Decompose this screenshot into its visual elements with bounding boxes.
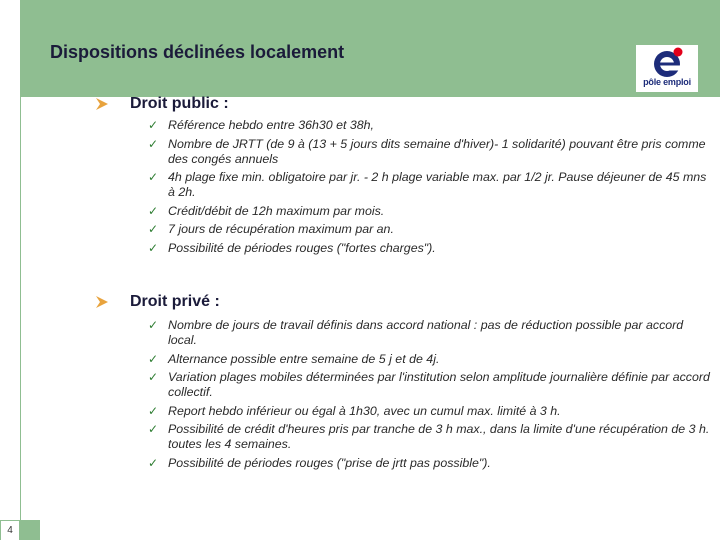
- section-heading-label: Droit privé :: [130, 293, 220, 310]
- check-icon: ✓: [148, 222, 159, 237]
- list-item: ✓ Nombre de jours de travail définis dans accord national : pas de réduction possible par accord local.: [148, 318, 684, 347]
- list-item: ✓ Alternance possible entre semaine de 5 j et de 4j.: [148, 351, 440, 366]
- check-icon: ✓: [148, 403, 159, 418]
- page-title: Dispositions déclinées localement: [50, 42, 345, 62]
- page-number: 4: [1, 521, 19, 540]
- arrow-bullet-icon: [95, 97, 109, 111]
- check-icon: ✓: [148, 136, 159, 151]
- list-item: ✓ 7 jours de récupération maximum par an.: [148, 222, 394, 237]
- section-heading-label: Droit public :: [130, 95, 229, 112]
- check-icon: ✓: [148, 455, 159, 470]
- check-icon: ✓: [148, 351, 159, 366]
- list-item: ✓ Possibilité de périodes rouges ("prise de jrtt pas possible").: [148, 455, 491, 470]
- logo-text: pôle emploi: [643, 77, 691, 87]
- page-number-box: [0, 520, 40, 540]
- list-item: ✓ 4h plage fixe min. obligatoire par jr. - 2 h plage variable max. par 1/2 jr. Pause déjeuner de 45 mns à 2h.: [148, 170, 707, 200]
- check-icon: ✓: [148, 203, 159, 218]
- arrow-bullet-icon: [95, 295, 109, 309]
- logo-e-icon: [646, 45, 688, 79]
- list-item: ✓ Report hebdo inférieur ou égal à 1h30, avec un cumul max. limité à 3 h.: [148, 403, 561, 418]
- check-icon: ✓: [148, 318, 159, 332]
- pole-emploi-logo: [636, 45, 698, 92]
- list-item: ✓ Nombre de JRTT (de 9 à (13 + 5 jours dits semaine d'hiver)- 1 solidarité) pouvant être pris comme des congés annuels: [148, 136, 706, 166]
- bullet-list-droit-prive: [148, 318, 713, 475]
- check-icon: ✓: [148, 422, 159, 437]
- check-icon: ✓: [148, 118, 159, 132]
- list-item: ✓ Variation plages mobiles déterminées par l'institution selon amplitude journalière définie par accord collectif.: [148, 370, 710, 400]
- check-icon: ✓: [148, 240, 159, 255]
- list-item: ✓ Possibilité de périodes rouges ("fortes charges").: [148, 240, 436, 255]
- bullet-list-droit-public: [148, 118, 713, 260]
- list-item: ✓ Référence hebdo entre 36h30 et 38h,: [148, 118, 374, 132]
- list-item: ✓ Crédit/débit de 12h maximum par mois.: [148, 203, 385, 218]
- list-item: ✓ Possibilité de crédit d'heures pris par tranche de 3 h max., dans la limite d'une récupération de 3 h. toutes les 4 semaines.: [148, 422, 710, 452]
- check-icon: ✓: [148, 170, 159, 185]
- check-icon: ✓: [148, 370, 159, 385]
- left-rail: [20, 97, 21, 520]
